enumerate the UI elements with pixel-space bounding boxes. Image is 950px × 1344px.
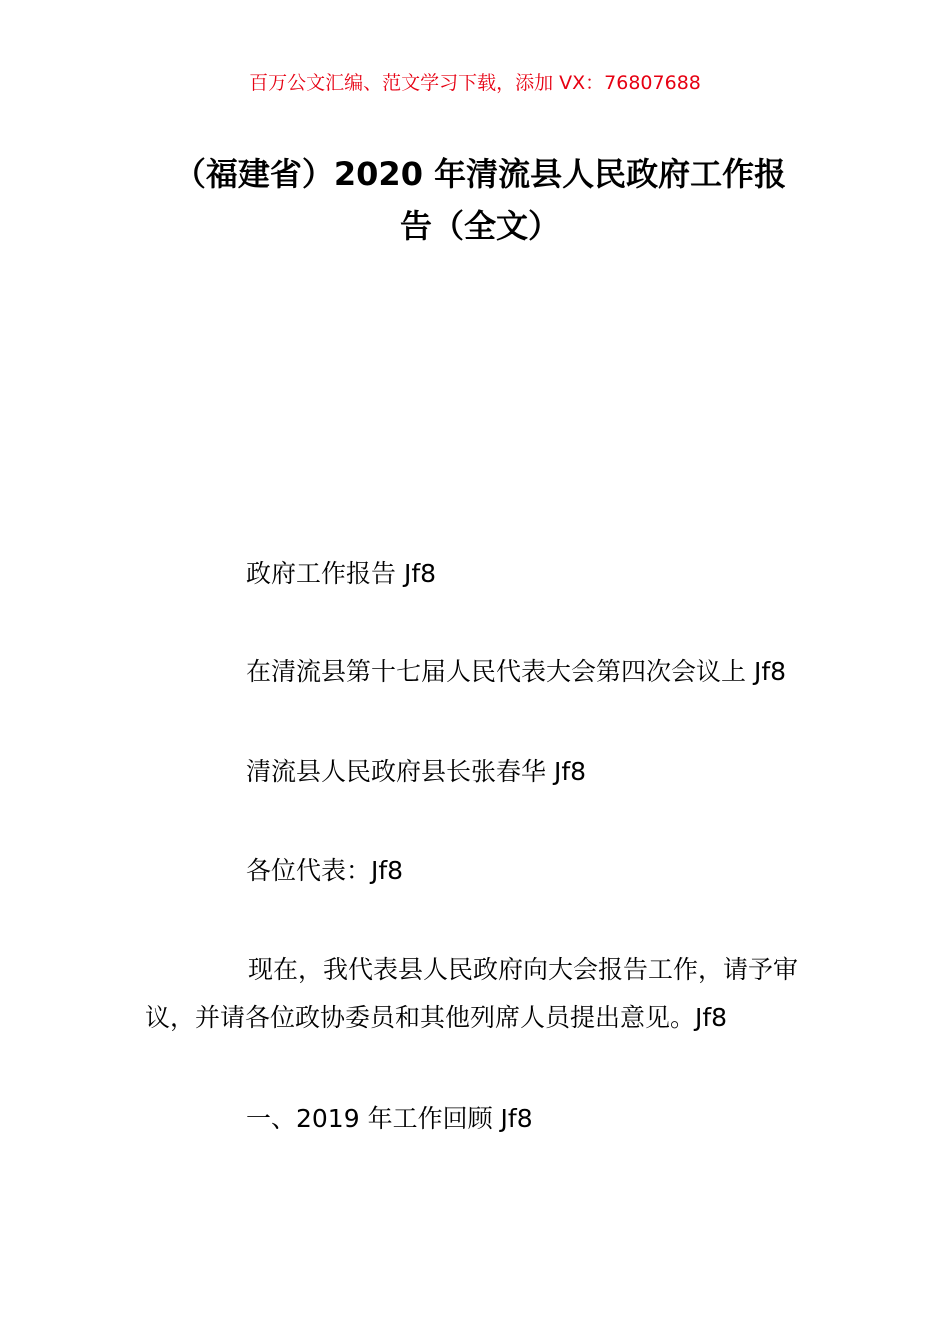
salutation: 各位代表：Jf8 [246, 856, 404, 885]
intro-paragraph: 现在，我代表县人民政府向大会报告工作，请予审议，并请各位政协委员和其他列席人员提出意见。Jf8 [145, 955, 799, 1032]
meeting-line: 在清流县第十七届人民代表大会第四次会议上 Jf8 [246, 657, 787, 686]
document-title [140, 148, 820, 252]
section-heading: 一、2019 年工作回顾 Jf8 [246, 1104, 533, 1133]
title-line-2: 告（全文） [399, 207, 560, 245]
speaker-line: 清流县人民政府县长张春华 Jf8 [246, 757, 587, 786]
header-note: 百万公文汇编、范文学习下载，添加 VX：76807688 [249, 72, 701, 94]
report-heading: 政府工作报告 Jf8 [246, 559, 437, 588]
title-line-1: （福建省）2020 年清流县人民政府工作报 [173, 155, 787, 193]
